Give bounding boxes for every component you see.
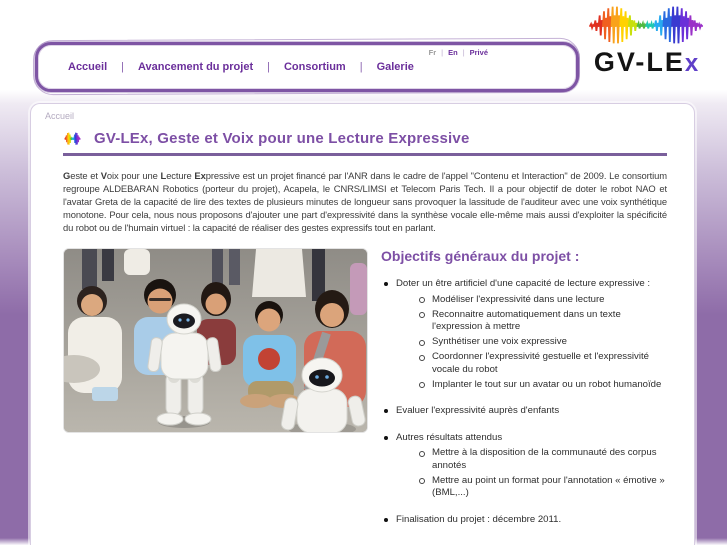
objective-sub-list [396,294,667,392]
objective-sub-item: Mettre au point un format pour l'annotation « émotive » (BML,...) [419,475,667,500]
nav-item-avancement-du-projet[interactable]: Avancement du projet [138,61,254,73]
objective-sub-item: Mettre à la disposition de la communauté des corpus annotés [419,447,667,472]
intro-text: pressive est un projet financé par l'ANR dans le cadre de l'appel "Contenu et Interaction" de 2009. Le consortium regroupe ALDEBARAN Robotics (porteur du projet), Acapela, le CNRS/LIMSI et Telecom Paris Tech. Il a pour objectif de doter le robot NAO et l'avatar Greta de la capacité de lire des textes de plusieurs minutes de longueur sans provoquer la lassitude de l'auditeur avec une voix synthétique monotone. Pour cela, nous nous proposons d'ajouter une part d'expressivité dans la synthèse vocale elle-même mais aussi d'exploiter la spécificité du robot ou de l'humain virtuel : la capacité de réaliser des gestes expressifs tout en parlant. [63,170,667,233]
lang-link-fr[interactable]: Fr [428,48,437,57]
objective-item-text: Doter un être artificiel d'une capacité de lecture expressive : [396,278,651,289]
nav-separator: | [121,61,124,73]
objective-item [381,405,667,418]
lang-separator: | [462,48,465,57]
nav-item-accueil[interactable]: Accueil [68,61,108,73]
intro-paragraph [63,169,667,234]
objectives-list [381,278,667,526]
lang-separator: | [441,48,444,57]
project-photo [63,248,368,433]
photo-children-nao-robots [64,249,367,432]
language-switcher [429,48,488,57]
objectives-column [381,248,667,540]
lang-link-priv-[interactable]: Privé [469,48,488,57]
objectives-heading: Objectifs généraux du projet : [381,248,580,264]
nav-separator: | [359,61,363,73]
breadcrumb: Accueil [45,111,75,121]
waveform-logo-icon [588,5,704,47]
intro-text: oix pour une [106,170,161,181]
objective-sub-item: Coordonner l'expressivité gestuelle et l'expressivité vocale du robot [419,351,667,376]
site-logo[interactable] [585,5,707,76]
nav-item-consortium[interactable]: Consortium [283,61,346,73]
objective-item-text: Evaluer l'expressivité auprès d'enfants [396,405,560,416]
nav-items [38,45,576,89]
nav-item-galerie[interactable]: Galerie [376,61,414,73]
objective-sub-item: Reconnaitre automatiquement dans un texte l'expression à mettre [419,309,667,334]
objective-sub-list [396,447,667,500]
objective-item-text: Autres résultats attendus [396,431,503,443]
intro-acronym-letter: G [63,170,71,181]
objective-sub-item: Modéliser l'expressivité dans une lecture [419,294,667,307]
objective-sub-item: Implanter le tout sur un avatar ou un robot humanoïde [419,379,667,392]
title-row [63,130,667,147]
content-panel [30,103,695,545]
intro-text: este et [70,170,101,181]
objective-item [381,432,667,500]
nav-separator: | [267,61,270,73]
intro-acronym-letter: L [160,170,167,181]
logo-accent-x: x [684,50,699,77]
intro-acronym-letter: Ex [194,170,206,181]
two-columns [63,248,667,540]
objective-item [381,514,667,527]
main-content [63,130,667,540]
logo-text: GV-LEx [593,47,699,77]
page-title: GV-LEx, Geste et Voix pour une Lecture Expressive [94,130,470,147]
waveform-title-icon [63,131,85,147]
objective-sub-item: Synthétiser une voix expressive [419,336,667,349]
title-divider [63,153,667,156]
objective-item [381,278,667,391]
intro-acronym-letter: V [100,170,107,181]
main-nav [35,42,579,92]
intro-text: ecture [166,170,195,181]
objective-item-text: Finalisation du projet : décembre 2011. [396,513,562,525]
lang-link-en[interactable]: En [448,48,458,57]
